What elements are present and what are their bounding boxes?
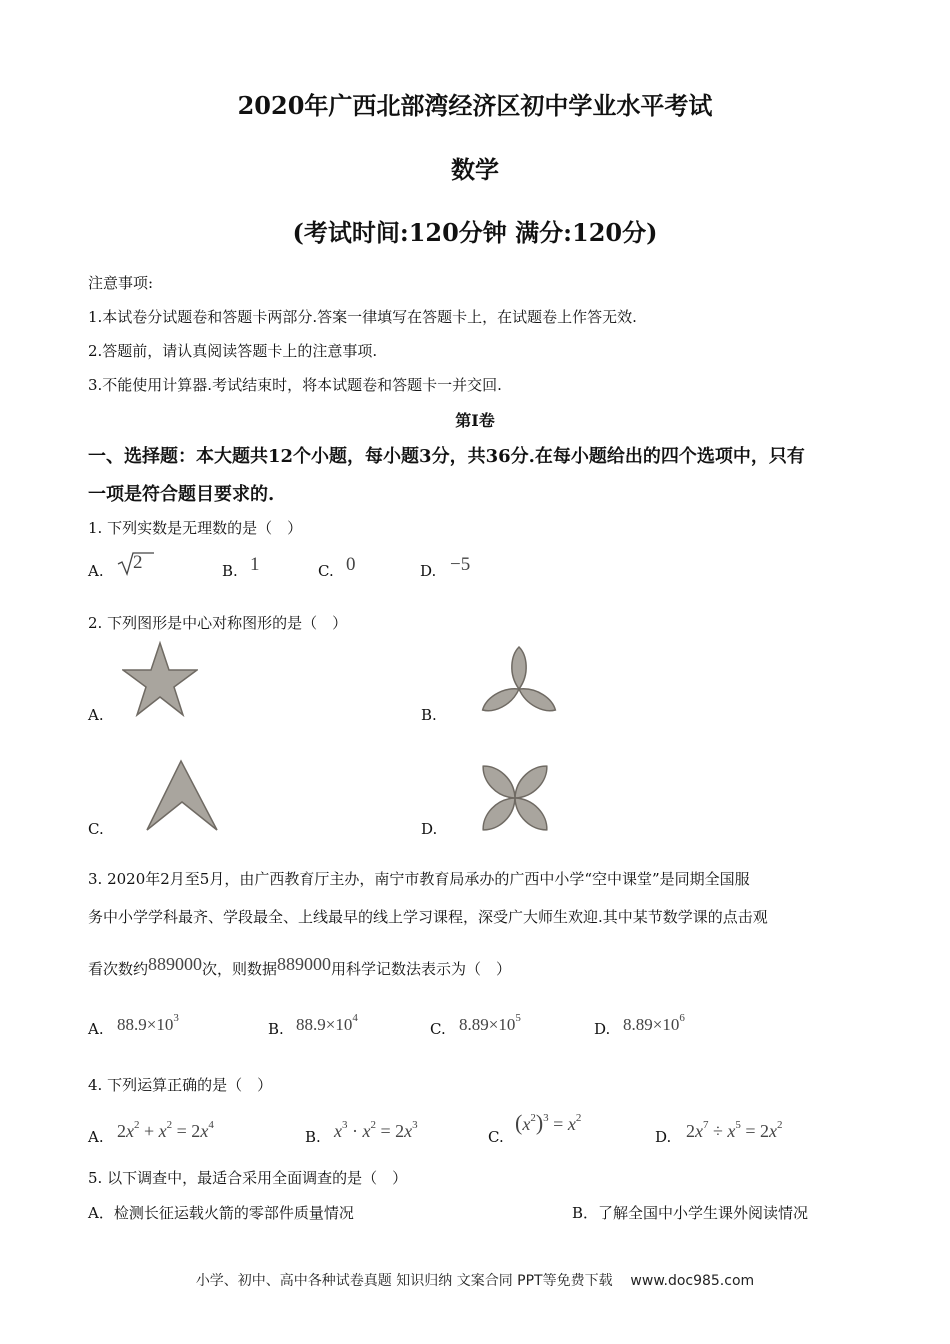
q3-label-b: B.	[268, 1020, 284, 1038]
q4-stem: 4. 下列运算正确的是（ ）	[88, 1076, 273, 1094]
q3-option-a: $88.9\times 10^3$	[117, 1012, 179, 1034]
q3-stem-line2: 务中小学学科最齐、学段最全、上线最早的线上学习课程，深受广大师生欢迎.其中某节数学课的点击观	[88, 908, 768, 926]
four-petal-icon	[470, 758, 560, 842]
q4-option-c: $(x^2)^3 = x^2$	[515, 1110, 582, 1135]
q1-option-a-radicand: 2	[133, 552, 143, 573]
q1-label-b: B.	[222, 562, 238, 580]
q5-option-a: A．检测长征运载火箭的零部件质量情况	[88, 1204, 354, 1222]
q4-label-c: C.	[488, 1128, 504, 1146]
arrowhead-icon	[145, 758, 221, 838]
q2-stem: 2. 下列图形是中心对称图形的是（ ）	[88, 614, 348, 632]
q1-stem: 1. 下列实数是无理数的是（ ）	[88, 519, 303, 537]
q5-stem: 5. 以下调查中，最适合采用全面调查的是（ ）	[88, 1169, 408, 1187]
q3-option-b: $88.9\times 10^4$	[296, 1012, 358, 1034]
q5-option-b: B．了解全国中小学生课外阅读情况	[572, 1204, 809, 1222]
q4-option-d: $2x^7 \div x^5 = 2x^2$	[686, 1119, 783, 1141]
q1-option-b: 1	[250, 554, 260, 575]
q3-text-c: 用科学记数法表示为（ ）	[331, 960, 512, 978]
section-intro: 一、选择题：本大题共12个小题，每小题3分，共36分.在每小题给出的四个选项中，只有	[88, 446, 805, 467]
q3-stem-line3	[88, 954, 512, 979]
q3-option-c: $8.89\times 10^5$	[459, 1012, 521, 1034]
section-intro-cont: 一项是符合题目要求的.	[88, 484, 275, 505]
footer-link[interactable]: www.doc985.com	[630, 1273, 755, 1289]
volume-title: 第Ⅰ卷	[455, 411, 495, 430]
q2-label-a: A.	[88, 706, 104, 724]
q3-stem-line1: 3. 2020年2月至5月，由广西教育厅主办，南宁市教育局承办的广西中小学“空中课堂”是同期全国服	[88, 870, 750, 888]
q2-label-d: D.	[421, 820, 438, 838]
q4-label-b: B.	[305, 1128, 321, 1146]
star-icon	[122, 640, 198, 722]
q1-option-c: 0	[346, 554, 356, 575]
q3-label-d: D.	[594, 1020, 611, 1038]
q3-text-b: 次，则数据	[202, 960, 278, 978]
note-item: 2.答题前，请认真阅读答题卡上的注意事项.	[88, 342, 378, 360]
q2-label-b: B.	[421, 706, 437, 724]
q3-text-a: 看次数约	[88, 960, 149, 978]
exam-meta: (考试时间:120分钟 满分:120分)	[292, 218, 658, 247]
note-item: 3.不能使用计算器.考试结束时，将本试题卷和答题卡一并交回.	[88, 376, 502, 394]
three-petal-icon	[474, 645, 564, 724]
q3-label-c: C.	[430, 1020, 446, 1038]
footer-text	[0, 1270, 950, 1290]
q4-option-b: $x^3 \cdot x^2 = 2x^3$	[334, 1119, 418, 1141]
q1-option-d: −5	[450, 554, 471, 575]
exam-title: 2020年广西北部湾经济区初中学业水平考试	[237, 91, 713, 120]
q4-option-a: $2x^2 + x^2 = 2x^4$	[117, 1119, 214, 1141]
q4-label-d: D.	[655, 1128, 672, 1146]
q3-label-a: A.	[88, 1020, 104, 1038]
q3-option-d: $8.89\times 10^6$	[623, 1012, 685, 1034]
q1-label-c: C.	[318, 562, 334, 580]
notes-heading: 注意事项:	[88, 274, 154, 292]
footer-description: 小学、初中、高中各种试卷真题 知识归纳 文案合同 PPT等免费下载	[195, 1273, 613, 1289]
q1-label-a: A.	[88, 562, 104, 580]
q2-label-c: C.	[88, 820, 104, 838]
q3-number: 889000	[277, 954, 332, 974]
subject-title: 数学	[451, 155, 499, 184]
q4-label-a: A.	[88, 1128, 104, 1146]
q3-number: 889000	[148, 954, 203, 974]
q1-label-d: D.	[420, 562, 437, 580]
note-item: 1.本试卷分试题卷和答题卡两部分.答案一律填写在答题卡上，在试题卷上作答无效.	[88, 308, 637, 326]
